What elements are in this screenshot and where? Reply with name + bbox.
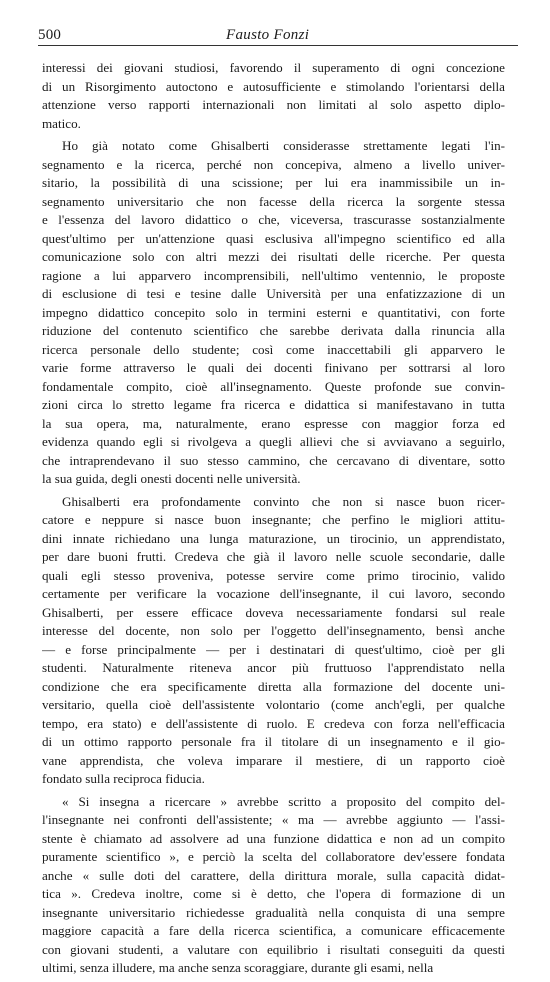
text-line: sitario, la possibilità di una scissione; per lui era inammissibile un in-: [42, 175, 505, 190]
text-line: l'insegnante nei confronti dell'assistente; « ma — avrebbe aggiunto — l'assi-: [42, 812, 505, 827]
text-line: interessi dei giovani studiosi, favorendo il superamento di ogni concezione: [42, 60, 505, 75]
text-line: di esclusione di tesi e tesine dalle Università per una enfatizzazione di un: [42, 286, 505, 301]
text-line: varie forme attraverso le quali dei docenti finivano per sottrarsi al loro: [42, 360, 505, 375]
text-line: e l'essenza del lavoro didattico o che, viceversa, trascurasse sostanzialmente: [42, 212, 505, 227]
paragraph: [42, 59, 505, 133]
text-line: di un Risorgimento autoctono e autosufficiente e stimolando l'orientarsi della: [42, 78, 505, 94]
text-line: riduzione del contenuto scientifico che sarebbe derivata dalla rinuncia alla: [42, 323, 505, 338]
text-line: ricerca personale dello studente; così come inaccettabili gli apparvero le: [42, 341, 505, 357]
text-line: catore e neppure si nasce buon insegnante; che perfino le migliori attitu-: [42, 512, 505, 527]
text-line: stente è chiamato ad assolvere ad una funzione didattica e non ad un compito: [42, 830, 505, 846]
text-line: condizione che era specificamente diretta alla formazione del docente uni-: [42, 678, 505, 694]
text-line: evidenza quando egli si rivolgeva a quegli allievi che si avviavano a seguirlo,: [42, 434, 505, 449]
running-head: Fausto Fonzi: [226, 27, 310, 43]
text-line: Ghisalberti, per essere efficace doveva necessariamente fondarsi sul reale: [42, 604, 505, 620]
text-line: fondato sulla reciproca fiducia.: [42, 771, 205, 786]
text-line: segnamento universitario che non facesse della ricerca la sorgente stessa: [42, 193, 505, 209]
text-line: ultimi, senza illudere, ma anche senza scoraggiare, durante gli esami, nella: [42, 960, 434, 975]
text-line: con giovani studenti, a valutare con equilibrio i risultati conseguiti da questi: [42, 941, 505, 957]
text-line: la sua guida, degli onesti docenti nelle università.: [42, 471, 301, 486]
text-line: dini innate richiedano una lunga maturazione, un tirocinio, un apprendistato,: [42, 530, 505, 546]
text-line: tica ». Credeva inoltre, come si è detto, che l'opera di formazione di un: [42, 886, 505, 901]
text-line: quali egli stesso proveniva, potesse servire come primo tirocinio, valido: [42, 567, 505, 583]
paragraph: [42, 493, 505, 789]
text-line: zioni circa lo stretto legame fra ricerca e didattica si manifestavano in tutta: [42, 397, 505, 412]
body-text: [42, 59, 505, 982]
text-line: studenti. Naturalmente riteneva ancor più fruttuoso l'apprendistato nella: [42, 660, 505, 675]
text-line: Ghisalberti era profondamente convinto che non si nasce buon ricer-: [62, 493, 505, 509]
text-line: fondamentale compito, cioè all'insegnamento. Queste profonde sue convin-: [42, 378, 505, 394]
text-line: interesse del docente, non solo per l'oggetto dell'insegnamento, bensì anche: [42, 623, 505, 638]
text-line: tempo, era stato) e dell'assistente di ruolo. E credeva con forza nell'efficacia: [42, 715, 505, 731]
text-line: di un ottimo rapporto personale fra il titolare di un insegnamento e il gio-: [42, 734, 505, 749]
text-line: che intraprendevano il suo stesso cammino, che cercavano di diventare, sotto: [42, 452, 505, 468]
text-line: per dare buoni frutti. Credeva che già il lavoro nelle scuole secondarie, dalle: [42, 549, 505, 564]
text-line: — e forse principalmente — per i destinatari di quest'ultimo, cioè per gli: [42, 641, 505, 657]
text-line: comunicazione solo con altri mezzi dei risultati delle ricerche. Per questa: [42, 249, 505, 264]
text-line: matico.: [42, 115, 81, 131]
text-line: « Si insegna a ricercare » avrebbe scritto a proposito del compito del-: [62, 793, 505, 809]
text-line: insegnante universitario richiedesse gradualità nella conquista di una sempre: [42, 904, 505, 920]
text-line: quest'ultimo per un'attenzione quasi esclusiva all'impegno scientifico ed alla: [42, 230, 505, 246]
text-line: segnamento e la ricerca, perché non concepiva, almeno a livello univer-: [42, 156, 505, 172]
header-rule: [38, 45, 518, 46]
paragraph: [42, 137, 505, 489]
text-line: la sua opera, ma, naturalmente, erano espresse con maggior forza ed: [42, 415, 505, 431]
text-line: impegno didattico concepito solo in termini esterni e quantitativi, con forte: [42, 304, 505, 320]
text-line: anche « sulle doti del carattere, della dirittura morale, sulla capacità didat-: [42, 867, 505, 883]
text-line: maggiore capacità a fare della ricerca scientifica, a comunicare efficacemente: [42, 923, 505, 938]
paragraph: [42, 793, 505, 978]
text-line: certamente per verificare la vocazione dell'insegnante, il cui lavoro, secondo: [42, 586, 505, 601]
text-line: versitario, quella cioè dell'assistente volontario (come anch'egli, per qualche: [42, 697, 505, 712]
text-line: puramente scientifico », e perciò la scelta del collaboratore dev'essere fondata: [42, 849, 505, 864]
text-line: ragione a lui apparvero incomprensibili, nell'ultimo ventennio, le proposte: [42, 267, 505, 283]
page-number: 500: [38, 27, 62, 43]
text-line: Ho già notato come Ghisalberti considerasse strettamente legati l'in-: [62, 138, 505, 153]
text-line: vane apprendista, che voleva imparare il mestiere, di un rapporto cioè: [42, 752, 505, 768]
text-line: attenzione verso rapporti internazionali non limitati al solo aspetto diplo-: [42, 97, 505, 112]
